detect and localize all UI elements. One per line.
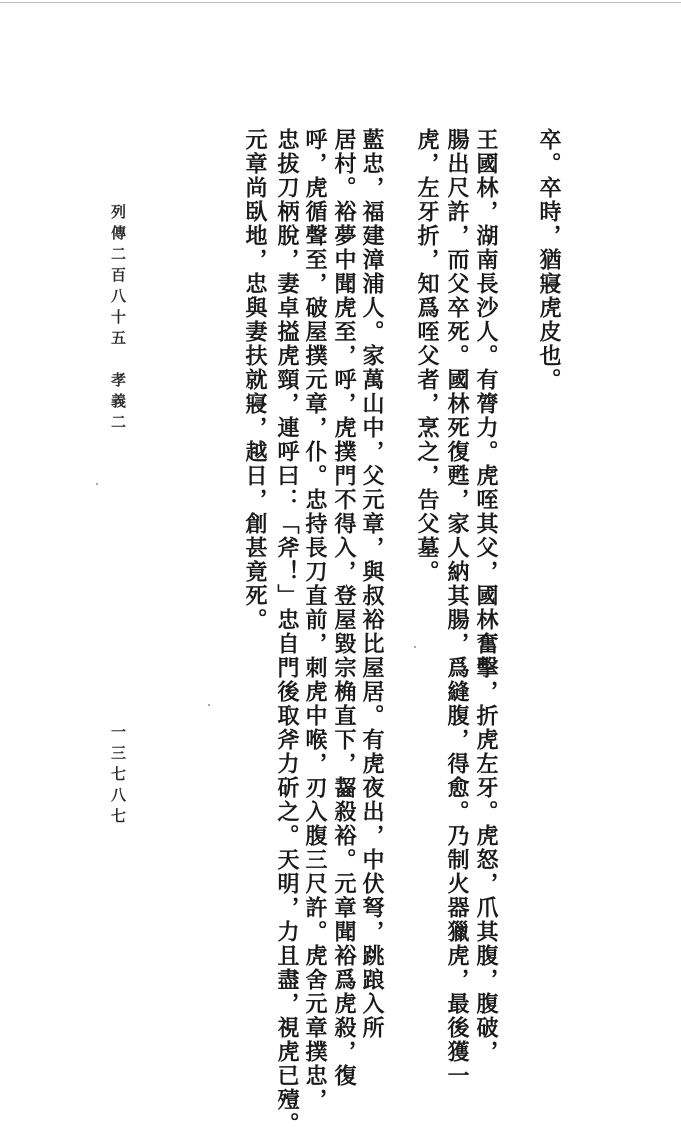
text-column-3: 王國林，湖南長沙人。有膂力。虎咥其父，國林奮擊，折虎左牙。虎怒，爪其腹，腹破，: [473, 128, 499, 1064]
page-number: 一三七八七: [109, 724, 127, 829]
text-column-11: 元章尚臥地，忠與妻扶就寢，越日，創甚竟死。: [242, 128, 268, 632]
text-column-9: 呼，虎循聲至，破屋撲元章，仆。忠持長刀直前，刺虎中喉，刃入腹三尺許。虎舍元章撲忠，: [302, 128, 328, 1112]
top-border-line: [0, 2, 681, 3]
text-column-5: 虎，左牙折，知爲咥父者，烹之，告父墓。: [414, 128, 440, 584]
text-column-8: 居村。裕夢中聞虎至，呼，虎撲門不得入，登屋毀宗桷直下，齧殺裕。元章聞裕爲虎殺，復: [331, 128, 357, 1088]
text-column-10: 忠拔刀柄脫，妻卓搤虎頸，連呼曰：「斧！」忠自門後取斧力斫之。天明，力且盡，視虎已殪。: [274, 128, 300, 1136]
print-speck: [208, 704, 210, 706]
running-header: 列傳二百八十五 孝義二: [109, 204, 127, 435]
text-column-1: 卒。卒時，猶寢虎皮也。: [536, 128, 562, 392]
text-column-7: 藍忠，福建漳浦人。家萬山中，父元章，與叔裕比屋居。有虎夜出，中伏弩，跳踉入所: [359, 128, 385, 1040]
print-speck: [414, 646, 416, 648]
print-speck: [96, 483, 98, 485]
text-column-4: 腸出尺許，而父卒死。國林死復甦，家人納其腸，爲縫腹，得愈。乃制火器獵虎，最後獲一: [444, 128, 470, 1088]
